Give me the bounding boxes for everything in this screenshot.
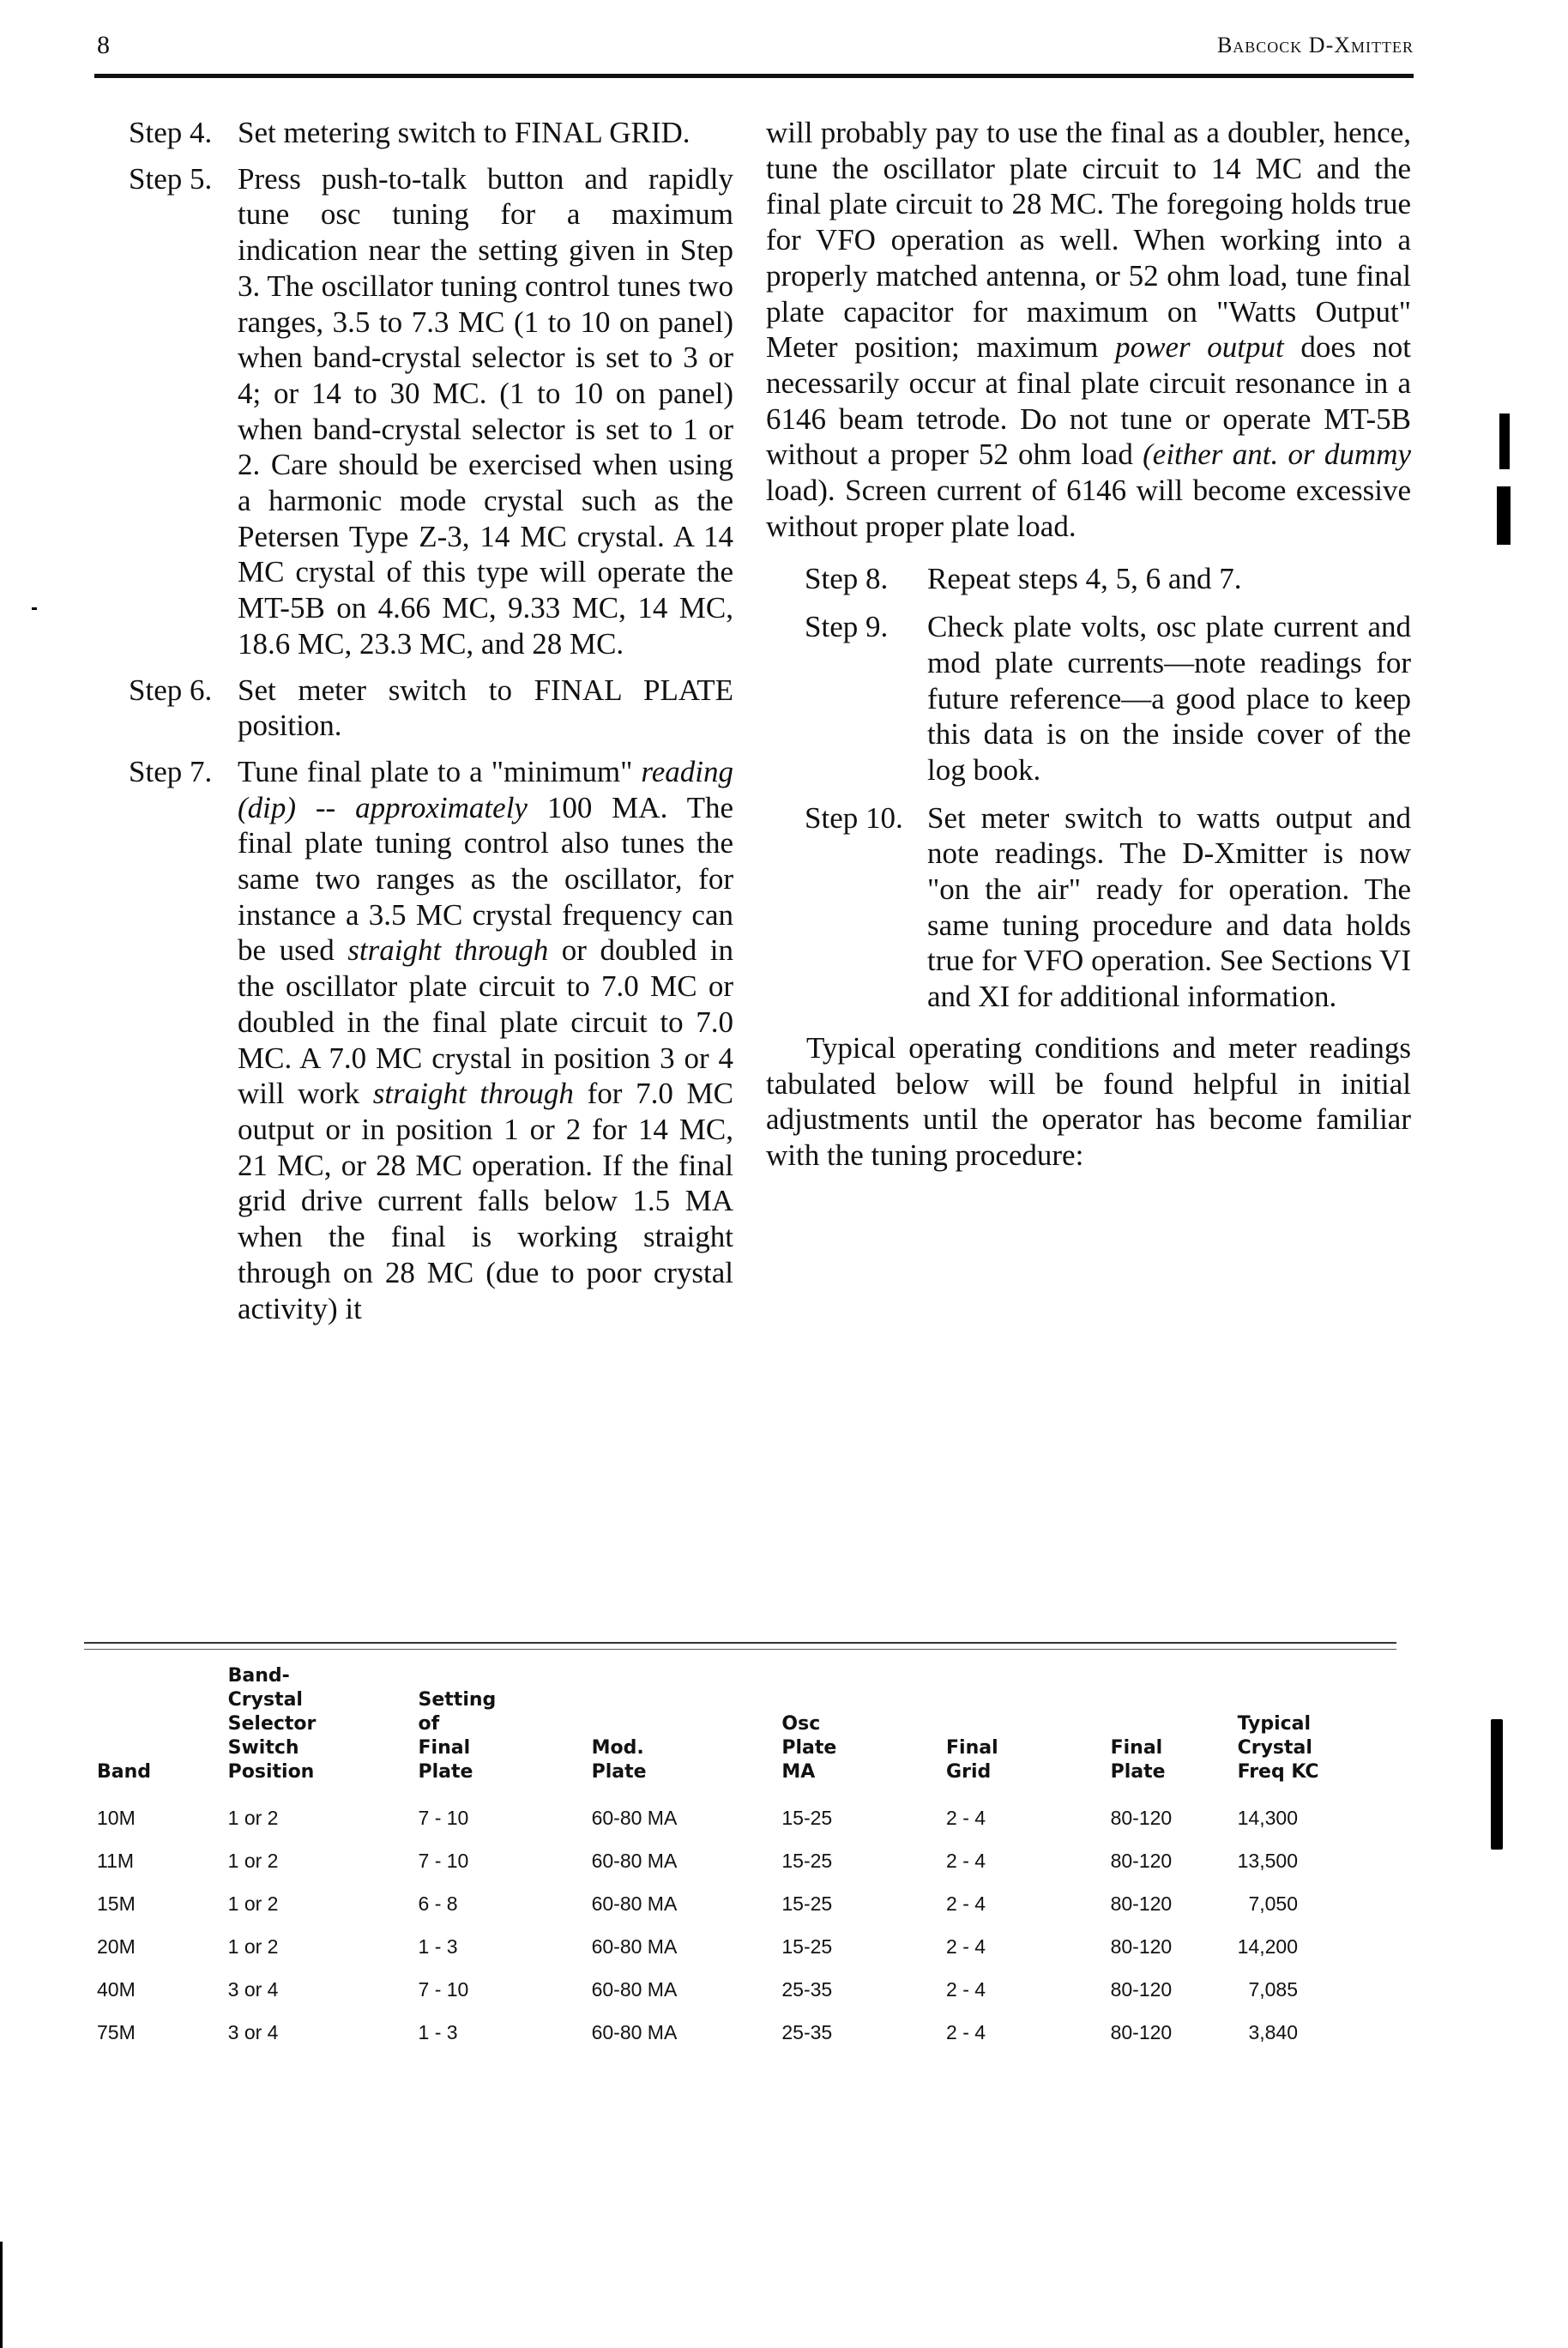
step-text: Check plate volts, osc plate current and mod plate currents—note readings for future reference—a good place to keep this data is on the inside cover of the log book. [927,610,1411,787]
table-cell: 2 - 4 [946,1892,986,1915]
step-9 [766,609,1411,788]
table-cell: 2 - 4 [946,1807,986,1829]
right-column [766,115,1411,1204]
step-label: Step 7. [129,754,213,788]
left-column [129,115,733,1337]
step-label: Step 4. [129,116,213,149]
table-row [97,1839,1409,1882]
table-cell: 2 - 4 [946,1850,986,1872]
table-cell: 2 - 4 [946,2021,986,2043]
step-text: Press push-to-talk button and rapidly tune osc tuning for a maximum indication near the setting given in Step 3. The oscillator tuning control tunes two ranges, 3.5 to 7.3 MC (1 to 10 on panel) when band-crystal selector is set to 3 or 4; or 14 to 30 MC. (1 to 10 on panel) when band-crystal selector is set to 1 or 2. Care should be exercised when using a harmonic mode crystal such as the Petersen Type Z-3, 14 MC crystal. A 14 MC crystal of this type will operate the MT-5B on 4.66 MC, 9.33 MC, 14 MC, 18.6 MC, 23.3 MC, and 28 MC. [238,161,733,661]
table-cell: 60-80 MA [591,1978,678,2001]
header-line: Plate [1110,1761,1166,1783]
header-line: Crystal [1237,1737,1312,1759]
text-run: load). Screen current of 6146 will become excessive without proper plate load. [766,474,1411,543]
header-final-plate-setting [419,1664,592,1796]
step-label: Step 6. [129,673,213,707]
table-row [97,1882,1409,1925]
table-cell: 80-120 [1110,1850,1173,1872]
margin-change-bar [1491,1719,1503,1850]
header-band [97,1664,228,1796]
table-cell: 15-25 [781,1935,833,1958]
header-line: of [418,1713,440,1735]
header-line: Plate [781,1737,837,1759]
table-cell: 20M [97,1935,136,1958]
step-10 [766,800,1411,1015]
italic-run: straight through [347,933,549,968]
operating-conditions-table [97,1664,1409,2054]
italic-run: (either ant. or dummy [1143,438,1412,472]
text-run: Tune final plate to a "minimum" [238,754,642,788]
table-cell: 7 - 10 [418,1850,469,1872]
step-text: Repeat steps 4, 5, 6 and 7. [927,562,1242,596]
step-7-continuation [766,115,1411,544]
table-cell: 15-25 [781,1807,833,1829]
table-cell: 25-35 [781,1978,833,2001]
header-line: Switch [227,1737,299,1759]
table-cell: 2 - 4 [946,1978,986,2001]
table-cell: 1 - 3 [418,1935,458,1958]
table-top-rule-secondary [84,1649,1396,1650]
table-cell: 1 or 2 [227,1850,279,1872]
scan-edge-line [0,2242,3,2348]
header-osc-plate-ma [781,1664,946,1796]
table-cell: 7 - 10 [418,1978,469,2001]
step-text: Set meter switch to FINAL PLATE position. [238,673,733,743]
header-line: Crystal [227,1689,303,1711]
header-line: Osc [781,1713,821,1735]
table-cell: 60-80 MA [591,1807,678,1829]
table-cell: 25-35 [781,2021,833,2043]
scan-speck [32,607,37,610]
table-top-rule [84,1642,1396,1644]
table-cell: 80-120 [1110,1935,1173,1958]
table-cell: 1 - 3 [418,2021,458,2043]
header-line: Mod. [591,1737,644,1759]
table-cell: 60-80 MA [591,1892,678,1915]
table-cell: 7 - 10 [418,1807,469,1829]
step-8 [766,561,1411,597]
step-5 [129,161,733,662]
table-cell: 60-80 MA [591,2021,678,2043]
italic-run: reading (dip) -- approximately [238,754,733,824]
table-cell: 60-80 MA [591,1850,678,1872]
step-7 [129,754,733,1326]
table-cell: 15-25 [781,1850,833,1872]
header-line: Position [227,1761,315,1783]
italic-run: power output [1115,330,1284,365]
text-run: does not necessarily occur at final plate circuit resonance in a 6146 beam tetrode. Do not tune or operate MT-5B without a proper 52 ohm load [766,330,1411,472]
header-line: Final [418,1737,471,1759]
table-cell: 1 or 2 [227,1935,279,1958]
table-body [97,1796,1409,2054]
table-cell: 6 - 8 [418,1892,458,1915]
table-cell: 3,840 [1248,2021,1298,2043]
closing-paragraph: Typical operating conditions and meter readings tabulated below will be found helpful in initial adjustments until the operator has become familiar with the tuning procedure: [766,1030,1411,1172]
table-cell: 11M [97,1850,135,1872]
header-line: Setting [418,1689,497,1711]
header-line: Selector [227,1713,317,1735]
step-label: Step 9. [805,610,889,644]
header-line: Freq KC [1237,1761,1319,1783]
header-line: Band [97,1761,152,1783]
header-line: Final [1110,1737,1163,1759]
header-line: Grid [946,1761,992,1783]
table-cell: 14,300 [1237,1807,1298,1829]
italic-run: straight through [372,1077,574,1111]
margin-change-bar [1497,486,1511,545]
header-line: Plate [418,1761,473,1783]
page-number: 8 [97,31,110,59]
header-line: MA [781,1761,816,1783]
page-header [0,0,1568,77]
margin-change-bar [1499,413,1510,469]
table-cell: 15-25 [781,1892,833,1915]
table-cell: 1 or 2 [227,1807,279,1829]
header-line: Typical [1237,1713,1312,1735]
header-crystal-freq [1238,1664,1409,1796]
table-row [97,1925,1409,1968]
step-label: Step 5. [129,161,213,196]
step-text: Set meter switch to watts output and note readings. The D-Xmitter is now "on the air" ready for operation. The same tuning procedure and data holds true for VFO operation. See Sections VI and XI for additional information. [927,800,1411,1014]
step-label: Step 8. [805,562,889,596]
table-cell: 80-120 [1110,1807,1173,1829]
step-text: Set metering switch to FINAL GRID. [238,116,691,149]
header-final-grid [946,1664,1111,1796]
table-cell: 3 or 4 [227,2021,279,2043]
step-6 [129,673,733,744]
table-cell: 14,200 [1237,1935,1298,1958]
header-line: Band- [227,1665,290,1687]
table-cell: 75M [97,2021,136,2043]
step-text [238,754,733,1326]
header-rule [94,74,1414,78]
table-cell: 40M [97,1978,136,2001]
table-cell: 1 or 2 [227,1892,279,1915]
table-cell: 3 or 4 [227,1978,279,2001]
header-mod-plate [592,1664,782,1796]
text-run: will probably pay to use the final as a doubler, hence, tune the oscillator plate circuit to 14 MC and the final plate circuit to 28 MC. The foregoing holds true for VFO operation as well. When working into a properly matched antenna, or 52 ohm load, tune final plate capacitor for maximum on "Watts Output" Meter position; maximum [766,116,1411,365]
step-4 [129,115,733,151]
table-cell: 7,050 [1248,1892,1298,1915]
step-label: Step 10. [805,800,903,835]
table-row [97,1968,1409,2011]
table-cell: 60-80 MA [591,1935,678,1958]
text-run: for 7.0 MC output or in position 1 or 2 for 14 MC, 21 MC, or 28 MC operation. If the final grid drive current falls below 1.5 MA when the final is working straight through on 28 MC (due to poor crystal activity) it [238,1077,733,1325]
table-cell: 2 - 4 [946,1935,986,1958]
table-cell: 7,085 [1248,1978,1298,2001]
table-cell: 80-120 [1110,1892,1173,1915]
header-line: Plate [591,1761,647,1783]
table-cell: 10M [97,1807,136,1829]
text-run: or doubled in the oscillator plate circuit to 7.0 MC or doubled in the final plate circuit to 7.0 MC. A 7.0 MC crystal in position 3 or 4 will work [238,933,733,1111]
header-final-plate [1111,1664,1238,1796]
header-selector-position [228,1664,419,1796]
text-run: 100 MA. The final plate tuning control also tunes the same two ranges as the oscillator, for instance a 3.5 MC crystal frequency can be used [238,790,733,968]
table-cell: 80-120 [1110,2021,1173,2043]
table-cell: 13,500 [1237,1850,1298,1872]
table-row [97,2011,1409,2054]
table-cell: 80-120 [1110,1978,1173,2001]
running-title: Babcock D-Xmitter [1216,33,1414,57]
table-cell: 15M [97,1892,136,1915]
table-header-row [97,1664,1409,1796]
table-row [97,1796,1409,1839]
header-line: Final [946,1737,998,1759]
